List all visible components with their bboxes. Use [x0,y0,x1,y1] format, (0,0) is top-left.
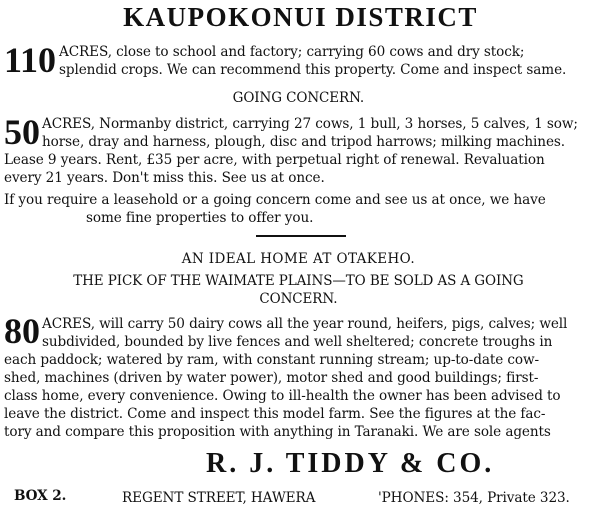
feature-acreage: 80 [4,311,40,351]
listing-1-line-2: splendid crops. We can recommend this property. Come and inspect same. [59,62,567,78]
feature-line-4: shed, machines (driven by water power), motor shed and good buildings; first- [4,370,539,386]
phone-numbers: 'PHONES: 354, Private 323. [378,490,570,506]
listing-1-acreage: 110 [4,40,57,80]
box-number: BOX 2. [14,488,67,504]
listing-2-line-4: every 21 years. Don't miss this. See us at once. [4,170,325,186]
listing-1-line-1: ACRES, close to school and factory; carrying 60 cows and dry stock; [59,44,525,60]
leasehold-note-line-1: If you require a leasehold or a going concern come and see us at once, we have [4,192,546,208]
agency-name: R. J. TIDDY & CO. [206,448,495,479]
feature-line-1: ACRES, will carry 50 dairy cows all the year round, heifers, pigs, calves; well [42,316,568,332]
listing-2-line-1: ACRES, Normanby district, carrying 27 cows, 1 bull, 3 horses, 5 calves, 1 sow; [42,116,578,132]
feature-subtitle-line-2: CONCERN. [259,291,338,307]
leasehold-note-line-2: some fine properties to offer you. [86,210,314,226]
listing-1-tagline: GOING CONCERN. [232,90,365,106]
listing-2-line-3: Lease 9 years. Rent, £35 per acre, with perpetual right of renewal. Revaluation [4,152,545,168]
feature-line-6: leave the district. Come and inspect this model farm. See the figures at the fac- [4,406,546,422]
listing-2-acreage: 50 [4,112,40,152]
feature-line-7: tory and compare this proposition with anything in Taranaki. We are sole agents [4,424,551,440]
feature-line-3: each paddock; watered by ram, with constant running stream; up-to-date cow- [4,352,540,368]
feature-subtitle-line-1: THE PICK OF THE WAIMATE PLAINS—TO BE SOLD AS A GOING [73,273,524,289]
listing-2-line-2: horse, dray and harness, plough, disc and tripod harrows; milking machines. [42,134,565,150]
feature-line-2: subdivided, bounded by live fences and well sheltered; concrete troughs in [42,334,553,350]
district-heading: KAUPOKONUI DISTRICT [123,2,478,32]
feature-title: AN IDEAL HOME AT OTAKEHO. [181,251,416,267]
street-address: REGENT STREET, HAWERA [122,490,316,506]
feature-line-5: class home, every convenience. Owing to ill-health the owner has been advised to [4,388,561,404]
section-divider [256,235,346,237]
